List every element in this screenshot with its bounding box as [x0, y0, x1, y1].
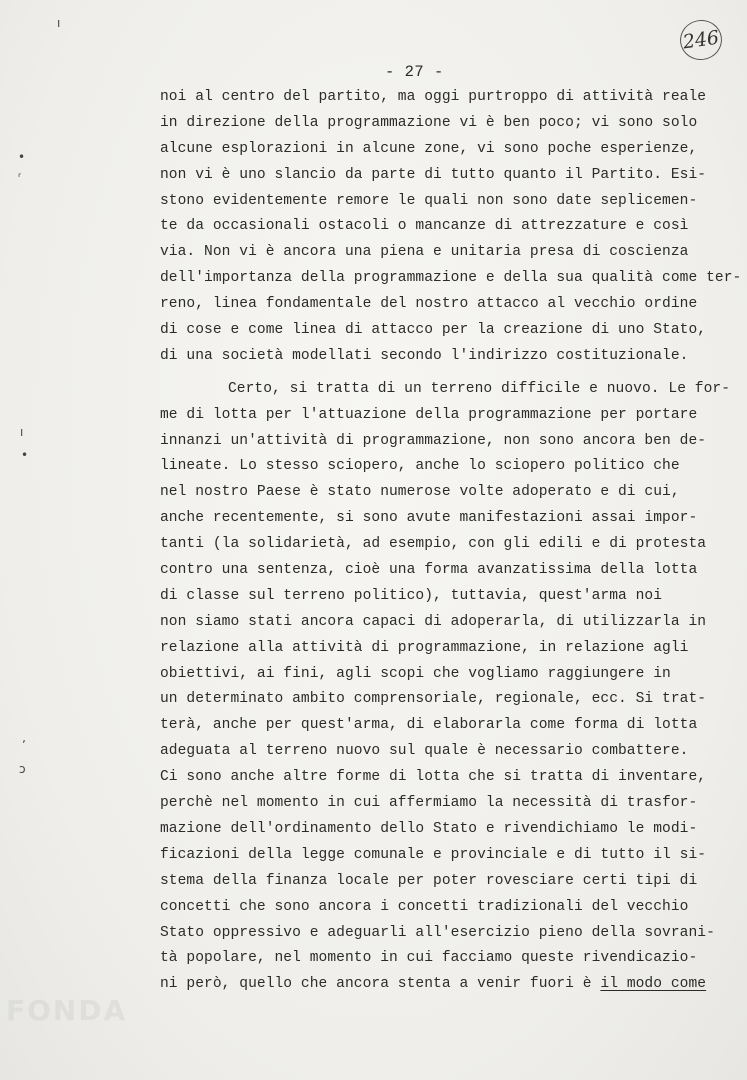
text-line: innanzi un'attività di programmazione, non sono ancora ben de- [160, 432, 707, 449]
text-line: perchè nel momento in cui affermiamo la necessità di trasfor- [160, 795, 698, 812]
text-line: di classe sul terreno politico), tuttavia, quest'arma noi [160, 587, 663, 604]
text-line-last-prefix: ni però, quello che ancora stenta a venir fuori è [160, 976, 601, 993]
text-line: noi al centro del partito, ma oggi purtroppo di attività reale [160, 89, 707, 105]
text-line: te da occasionali ostacoli o mancanze di attrezzature e così [160, 218, 689, 235]
text-line-last [160, 972, 720, 998]
margin-mark: ʳ [18, 170, 22, 184]
text-line: Ci sono anche altre forme di lotta che si tratta di inventare, [160, 769, 707, 786]
text-line: non vi è uno slancio da parte di tutto quanto il Partito. Esi- [160, 166, 707, 183]
text-line: stema della finanza locale per poter rovesciare certi tipi di [160, 872, 698, 889]
text-line: tanti (la solidarietà, ad esempio, con gli edili e di protesta [160, 536, 707, 553]
text-line: reno, linea fondamentale del nostro attacco al vecchio ordine [160, 296, 698, 313]
text-line: di una società modellati secondo l'indirizzo costituzionale. [160, 347, 689, 364]
margin-mark: ɔ [19, 762, 26, 776]
text-line: in direzione della programmazione vi è ben poco; vi sono solo [160, 114, 698, 131]
watermark: FONDA [6, 994, 128, 1027]
margin-mark: • [18, 150, 26, 164]
text-line: stono evidentemente remore le quali non sono date seplicemen- [160, 192, 698, 209]
margin-mark: ı [57, 16, 61, 30]
text-line: di cose e come linea di attacco per la creazione di uno Stato, [160, 322, 707, 339]
text-line: mazione dell'ordinamento dello Stato e rivendichiamo le modi- [160, 820, 698, 837]
body-text [160, 85, 742, 998]
text-line: tà popolare, nel momento in cui facciamo queste rivendicazio- [160, 950, 698, 967]
text-line: non siamo stati ancora capaci di adoperarla, di utilizzarla in [160, 613, 707, 630]
page-number: - 27 - [385, 63, 444, 81]
margin-mark: • [21, 448, 29, 462]
margin-mark: ı [20, 425, 24, 439]
text-line: terà, anche per quest'arma, di elaborarla come forma di lotta [160, 717, 698, 734]
text-line: Certo, si tratta di un terreno difficile e nuovo. Le for- [228, 380, 731, 397]
text-line: concetti che sono ancora i concetti tradizionali del vecchio [160, 898, 689, 915]
text-line: ficazioni della legge comunale e provinciale e di tutto il si- [160, 846, 707, 863]
text-line: Stato oppressivo e adeguarli all'esercizio pieno della sovrani- [160, 924, 715, 941]
text-line: via. Non vi è ancora una piena e unitaria presa di coscienza [160, 244, 689, 261]
text-line: alcune esplorazioni in alcune zone, vi sono poche esperienze, [160, 140, 698, 157]
folio-number: 246 [677, 17, 724, 62]
text-line: lineate. Lo stesso sciopero, anche lo sciopero politico che [160, 458, 680, 475]
text-line: obiettivi, ai fini, agli scopi che vogliamo raggiungere in [160, 665, 671, 682]
text-line: contro una sentenza, cioè una forma avanzatissima della lotta [160, 562, 698, 579]
underlined-phrase: il modo come [600, 976, 707, 993]
text-line: nel nostro Paese è stato numerose volte adoperato e di cui, [160, 484, 680, 501]
text-line: un determinato ambito comprensoriale, regionale, ecc. Si trat- [160, 691, 707, 708]
text-line: dell'importanza della programmazione e della sua qualità come ter- [160, 270, 742, 287]
text-line: me di lotta per l'attuazione della programmazione per portare [160, 406, 698, 423]
text-line: relazione alla attività di programmazione, in relazione agli [160, 639, 689, 656]
text-line: adeguata al terreno nuovo sul quale è necessario combattere. [160, 743, 689, 760]
text-line: anche recentemente, si sono avute manifestazioni assai impor- [160, 510, 698, 527]
margin-mark: ʼ [22, 738, 26, 752]
